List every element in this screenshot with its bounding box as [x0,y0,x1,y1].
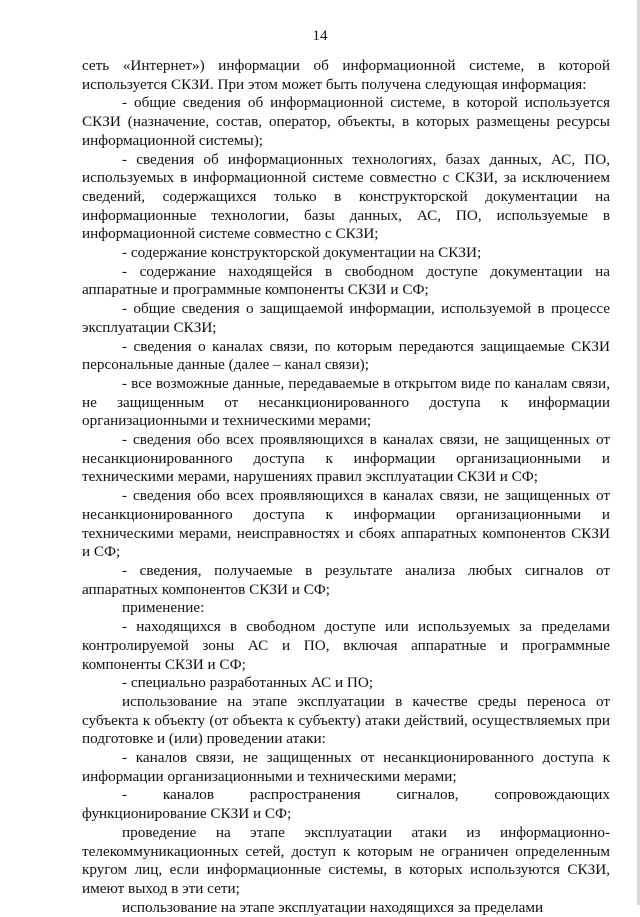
list-item: - содержание находящейся в свободном доступе документации на аппаратные и программные компоненты СКЗИ и СФ; [82,262,610,299]
list-item: - общие сведения об информационной системе, в которой используется СКЗИ (назначение, состав, оператор, объекты, в которых размещены ресурсы информационной системы); [82,94,610,149]
list-item: - сведения об информационных технологиях, базах данных, АС, ПО, используемых в информационной системе совместно с СКЗИ, за исключением сведений, содержащихся только в конструкторской документации на информационные технологии, базы данных, АС, ПО, используемые в информационной системе совместно с СКЗИ; [82,150,610,243]
list-item: - каналов распространения сигналов, сопровождающих функционирование СКЗИ и СФ; [82,786,610,823]
paragraph: сеть «Интернет») информации об информационной системе, в которой используется СКЗИ. При этом может быть получена следующая информация: [82,57,610,93]
paragraph: использование на этапе эксплуатации находящихся за пределами [122,898,544,916]
list-item: - сведения о каналах связи, по которым передаются защищаемые СКЗИ персональные данные (далее – канал связи); [82,337,610,374]
document-body [82,57,610,917]
paragraph: проведение на этапе эксплуатации атаки из информационно-телекоммуникационных сетей, доступ к которым не ограничен определенным кругом лиц, если информационные системы, в которых используются СКЗИ, имеют выход в эти сети; [82,823,610,897]
paragraph: применение: [122,599,205,617]
list-item: - специально разработанных АС и ПО; [122,674,374,692]
list-item: - сведения обо всех проявляющихся в каналах связи, не защищенных от несанкционированного доступа к информации организационными и техническими мерами, неисправностях и сбоях аппаратных компонентов СКЗИ и СФ; [82,487,610,561]
list-item: - находящихся в свободном доступе или используемых за пределами контролируемой зоны АС и ПО, включая аппаратные и программные компоненты СКЗИ и СФ; [82,618,610,673]
list-item: - содержание конструкторской документации на СКЗИ; [122,244,482,262]
page-number: 14 [312,28,328,44]
list-item: - общие сведения о защищаемой информации, используемой в процессе эксплуатации СКЗИ; [82,300,610,336]
list-item: - все возможные данные, передаваемые в открытом виде по каналам связи, не защищенным от несанкционированного доступа к информации организационными и техническими мерами; [82,374,610,430]
list-item: - сведения, получаемые в результате анализа любых сигналов от аппаратных компонентов СКЗИ и СФ; [82,561,610,598]
list-item: - сведения обо всех проявляющихся в каналах связи, не защищенных от несанкционированного доступа к информации организационными и техническими мерами, нарушениях правил эксплуатации СКЗИ и СФ; [82,431,610,486]
paragraph: использование на этапе эксплуатации в качестве среды переноса от субъекта к объекту (от объекта к субъекту) атаки действий, осуществляемых при подготовке и (или) проведении атаки: [82,692,610,748]
list-item: - каналов связи, не защищенных от несанкционированного доступа к информации организационными и техническими мерами; [82,749,610,785]
